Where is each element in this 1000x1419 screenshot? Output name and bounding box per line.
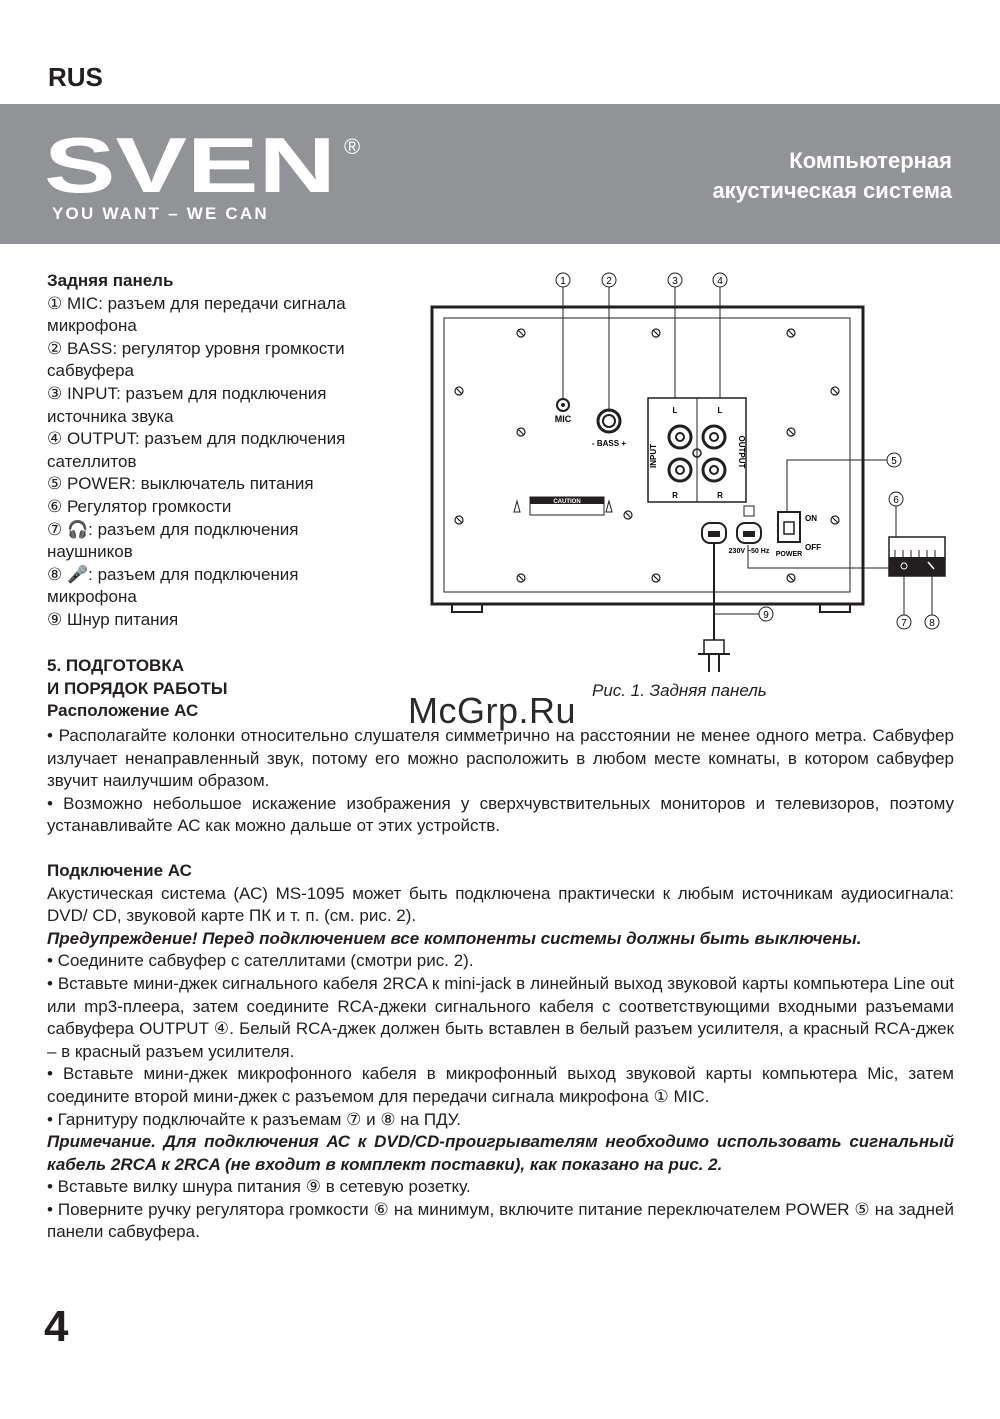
legend-line: ⑧ 🎤: разъем для подключения bbox=[47, 564, 299, 584]
warning-triangle-icon bbox=[514, 501, 520, 512]
input-label: INPUT bbox=[649, 444, 658, 468]
callout-5-label: 5 bbox=[891, 456, 897, 467]
legend-line: сателлитов bbox=[47, 451, 137, 471]
connect-paragraph-3: • Вставьте мини-джек сигнального кабеля 2RCA к mini-jack в линейный выход звуковой карты компьютера Line out или mp3-плеера, затем соедините RCA-джеки сигнального кабеля с соответствующими входными разъемами сабвуфера OUTPUT ④. Белый RCA-джек должен быть вставлен в белый разъем усилителя, а красный RCA-джек – в красный разъем усилителя. bbox=[47, 973, 955, 1061]
input-r-label: R bbox=[672, 491, 678, 500]
callout-8-label: 8 bbox=[929, 618, 935, 629]
power-switch bbox=[778, 512, 800, 542]
placement-title: Расположение АС bbox=[47, 701, 199, 721]
placement-paragraph-1: • Располагайте колонки относительно слушателя симметрично на расстоянии не менее одного метра. Сабвуфер излучает ненаправленный звук, потому его можно расположить в любом месте комнаты, в котором сабвуфер звучит наилучшим образом. bbox=[47, 726, 954, 791]
logo-brand-text: SVEN bbox=[44, 130, 336, 198]
product-title bbox=[712, 146, 952, 206]
volume-wheel bbox=[895, 550, 935, 557]
rear-panel-title: Задняя панель bbox=[47, 271, 174, 290]
bass-label: - BASS + bbox=[591, 439, 627, 448]
connect-paragraph-7: • Поверните ручку регулятора громкости ⑥ на минимум, включите питание переключателем POWER ⑤ на задней панели сабвуфера. bbox=[47, 1199, 954, 1242]
rear-panel-legend bbox=[47, 270, 417, 632]
screws bbox=[455, 329, 839, 582]
callout-3-label: 3 bbox=[672, 276, 678, 287]
placement-paragraph-2: • Возможно небольшое искажение изображения у сверхчувствительных мониторов и телевизоров, поэтому устанавливайте АС как можно дальше от этих устройств. bbox=[47, 793, 954, 836]
legend-line: ⑤ POWER: выключатель питания bbox=[47, 474, 314, 494]
legend-line: микрофона bbox=[47, 316, 137, 336]
legend-line: ③ INPUT: разъем для подключения bbox=[47, 383, 327, 403]
caution-label: CAUTION bbox=[553, 499, 581, 505]
page-number: 4 bbox=[44, 1302, 69, 1351]
connect-paragraph-1: Акустическая система (АС) MS-1095 может быть подключена практически к любым источникам аудиосигнала: DVD/ CD, звуковой карте ПК и т. п. (см. рис. 2). bbox=[47, 883, 954, 926]
legend-line: ⑥ Регулятор громкости bbox=[47, 496, 232, 516]
note-paragraph: Примечание. Для подключения АС к DVD/CD-проигрывателям необходимо использовать сигнальный кабель 2RCA к 2RCA (не входит в комплект поставки), как показано на рис. 2. bbox=[47, 1132, 954, 1174]
callout-6-label: 6 bbox=[893, 495, 899, 506]
product-title-line2: акустическая система bbox=[712, 178, 952, 203]
registered-mark: ® bbox=[344, 134, 361, 159]
legend-line: микрофона bbox=[47, 587, 137, 607]
legend-line: ④ OUTPUT: разъем для подключения bbox=[47, 429, 346, 449]
connect-paragraph-2: • Соедините сабвуфер с сателлитами (смотри рис. 2). bbox=[47, 951, 474, 971]
product-title-line1: Компьютерная bbox=[789, 148, 952, 173]
output-l-label: L bbox=[717, 406, 723, 415]
section5-title-line1: 5. ПОДГОТОВКА bbox=[47, 656, 184, 675]
callout-1-label: 1 bbox=[560, 276, 566, 287]
on-label: ON bbox=[805, 514, 817, 523]
legend-line: сабвуфера bbox=[47, 361, 135, 381]
connect-title: Подключение АС bbox=[47, 860, 192, 880]
output-label: OUTPUT bbox=[737, 435, 746, 469]
warning-triangle-icon bbox=[606, 501, 612, 512]
callout-7-label: 7 bbox=[901, 618, 907, 629]
language-label: RUS bbox=[48, 62, 103, 92]
rear-panel-diagram bbox=[420, 268, 960, 678]
legend-line: ⑨ Шнур питания bbox=[47, 609, 179, 629]
fuse-icon bbox=[744, 506, 754, 516]
watermark: McGrp.Ru bbox=[408, 690, 577, 731]
off-label: OFF bbox=[805, 543, 821, 552]
section5-heading bbox=[47, 655, 347, 723]
legend-line: ② BASS: регулятор уровня громкости bbox=[47, 338, 345, 358]
callout-2-label: 2 bbox=[606, 276, 612, 287]
connect-paragraph-4: • Вставьте мини-джек микрофонного кабеля в микрофонный выход звуковой карты компьютера Mic, затем соедините второй мини-джек с разъемом для передачи сигнала микрофона ① MIC. bbox=[47, 1064, 954, 1106]
header-banner bbox=[0, 104, 1000, 244]
legend-line: наушников bbox=[47, 542, 133, 562]
connect-paragraph-6: • Вставьте вилку шнура питания ⑨ в сетевую розетку. bbox=[47, 1177, 471, 1197]
mic-label: MIC bbox=[554, 414, 572, 424]
plug-icon bbox=[704, 640, 724, 654]
power-label: POWER bbox=[775, 551, 803, 558]
bass-knob bbox=[598, 410, 620, 432]
callout-4-label: 4 bbox=[717, 276, 723, 287]
connect-paragraph-5: • Гарнитуру подключайте к разъемам ⑦ и ⑧ на ПДУ. bbox=[47, 1109, 462, 1129]
legend-line: источника звука bbox=[47, 406, 174, 426]
legend-line: ⑦ 🎧: разъем для подключения bbox=[47, 519, 299, 539]
section5-title-line2: И ПОРЯДОК РАБОТЫ bbox=[47, 678, 228, 698]
callout-9-label: 9 bbox=[763, 610, 769, 621]
leader-line bbox=[787, 460, 887, 512]
figure-caption: Рис. 1. Задняя панель bbox=[592, 681, 767, 700]
slogan: YOU WANT – WE CAN bbox=[52, 204, 269, 223]
warning-paragraph: Предупреждение! Перед подключением все компоненты системы должны быть выключены. bbox=[47, 928, 862, 948]
voltage-label: 230V ~50 Hz bbox=[728, 548, 770, 555]
input-l-label: L bbox=[672, 406, 678, 415]
legend-line: ① MIC: разъем для передачи сигнала bbox=[47, 293, 346, 313]
output-r-label: R bbox=[717, 491, 723, 500]
section5-body bbox=[47, 725, 954, 1244]
sven-logo bbox=[44, 130, 374, 198]
